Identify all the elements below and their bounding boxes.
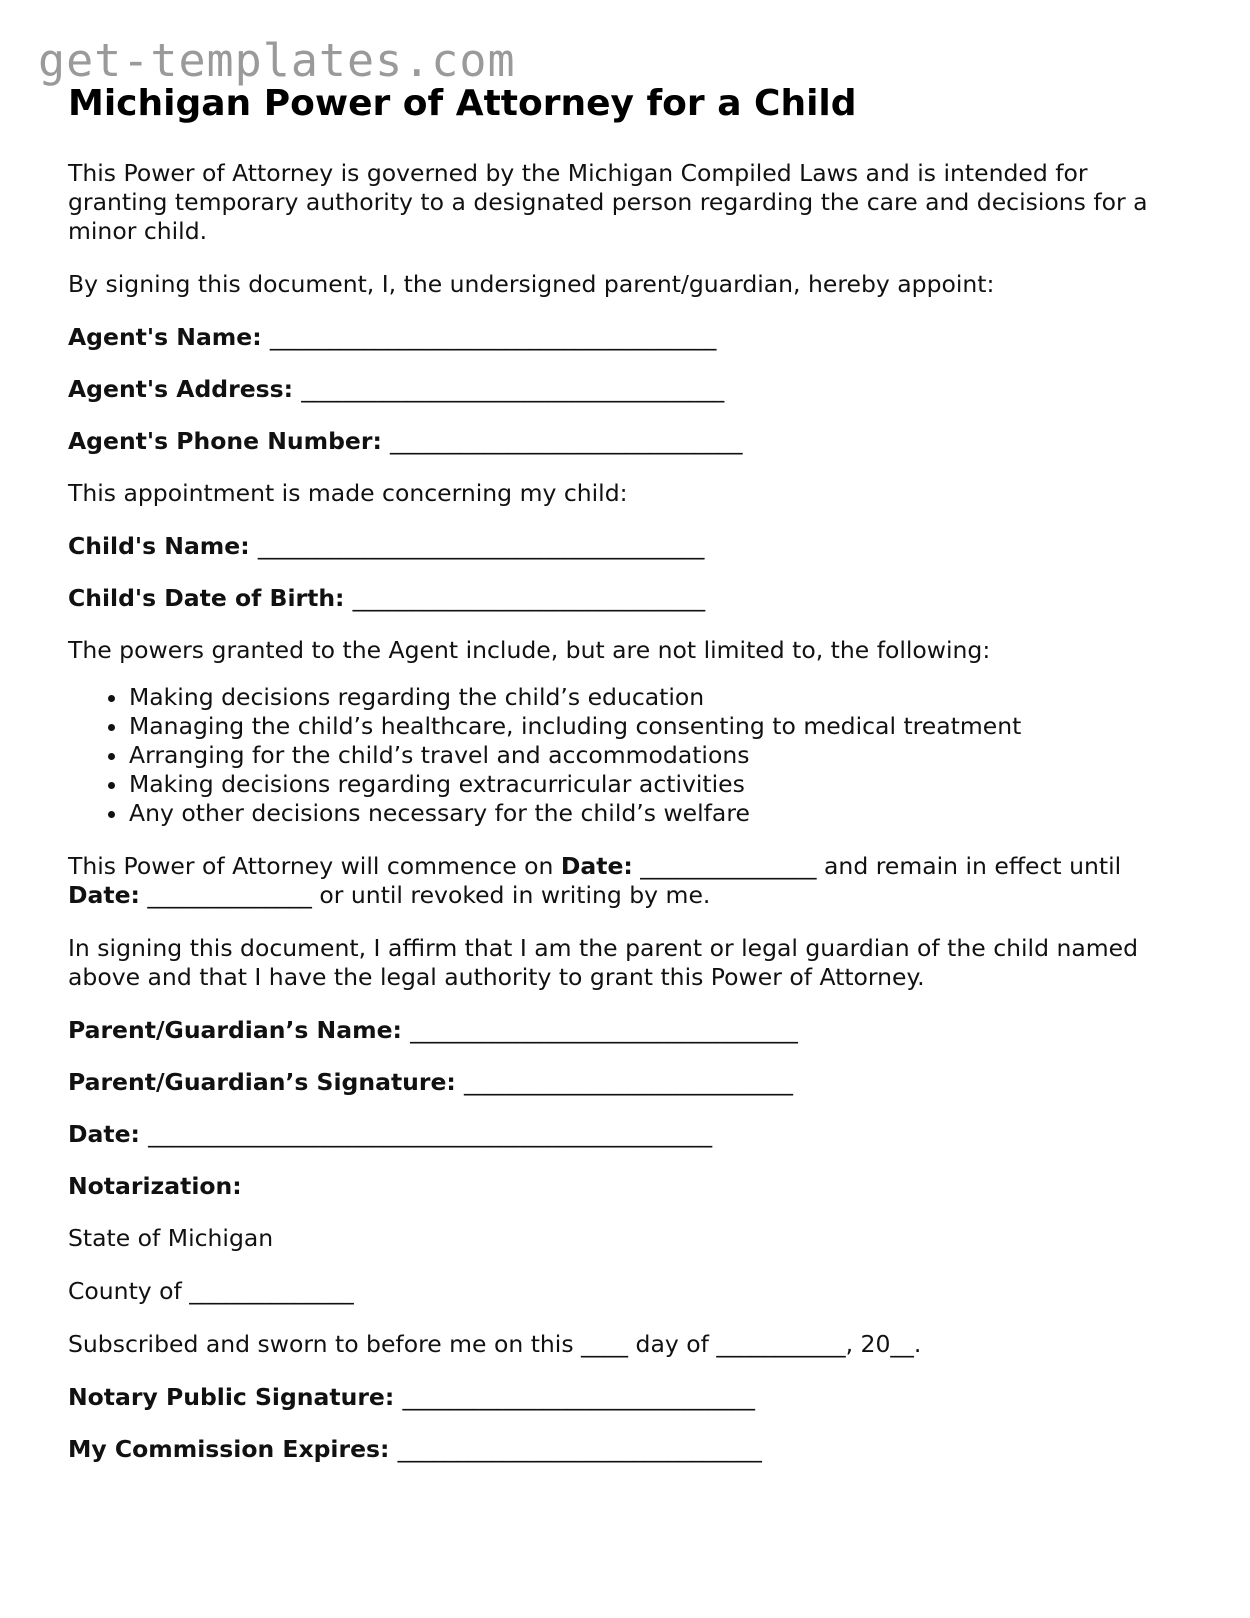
term-text: or until revoked in writing by me. — [319, 881, 711, 910]
appoint-paragraph: By signing this document, I, the undersigned parent/guardian, hereby appoint: — [68, 270, 995, 299]
list-item: • Managing the child’s healthcare, including consenting to medical treatment — [129, 712, 1188, 741]
field-label: My Commission Expires: — [68, 1435, 390, 1464]
date-label: Date: — [560, 852, 633, 881]
field-label: Child's Name: — [68, 532, 250, 561]
powers-list — [68, 683, 1188, 828]
end-date-blank[interactable]: ______________ — [139, 881, 320, 910]
concerning-paragraph: This appointment is made concerning my child: — [68, 479, 628, 508]
field-label: Agent's Name: — [68, 323, 262, 352]
powers-intro: The powers granted to the Agent include, but are not limited to, the following: — [68, 636, 991, 665]
term-text: and remain in effect until — [824, 852, 1122, 881]
watermark: get-templates.com — [38, 34, 516, 87]
field-blank[interactable]: ______________________________________ — [269, 323, 717, 352]
field-blank[interactable]: ______________________________ — [352, 584, 706, 613]
field-label: Notary Public Signature: — [68, 1383, 395, 1412]
document-title: Michigan Power of Attorney for a Child — [68, 83, 857, 124]
child-dob-field — [68, 584, 1188, 613]
field-blank[interactable]: ____________________________ — [464, 1068, 794, 1097]
parent-date-field — [68, 1120, 1188, 1149]
intro-paragraph: This Power of Attorney is governed by the Michigan Compiled Laws and is intended for granting temporary authority to a designated person regarding the care and decisions for a minor child. — [68, 159, 1148, 246]
term-paragraph — [68, 852, 1188, 910]
list-item: • Making decisions regarding extracurricular activities — [129, 770, 1188, 799]
field-label: Agent's Address: — [68, 375, 294, 404]
notary-signature-field — [68, 1383, 1188, 1412]
agent-name-field — [68, 323, 1188, 352]
list-item: • Making decisions regarding the child’s education — [129, 683, 1188, 712]
document — [68, 82, 1188, 1487]
term-text: This Power of Attorney will commence on — [68, 852, 561, 881]
county-line: County of ______________ — [68, 1277, 354, 1306]
field-blank[interactable]: ______________________________ — [390, 427, 743, 456]
field-label: Agent's Phone Number: — [68, 427, 382, 456]
child-name-field — [68, 532, 1188, 561]
field-label: Child's Date of Birth: — [68, 584, 345, 613]
field-blank[interactable]: _______________________________ — [397, 1435, 762, 1464]
notarization-heading: Notarization: — [68, 1172, 242, 1201]
agent-address-field — [68, 375, 1188, 404]
commission-expires-field — [68, 1435, 1188, 1464]
field-blank[interactable]: ______________________________________ — [257, 532, 705, 561]
commence-date-blank[interactable]: _______________ — [632, 852, 825, 881]
state-line: State of Michigan — [68, 1224, 274, 1253]
field-blank[interactable]: _________________________________ — [410, 1016, 798, 1045]
list-item: • Arranging for the child’s travel and accommodations — [129, 741, 1188, 770]
field-label: Date: — [68, 1120, 140, 1149]
field-blank[interactable]: ________________________________________________ — [148, 1120, 713, 1149]
list-item: • Any other decisions necessary for the child’s welfare — [129, 799, 1188, 828]
agent-phone-field — [68, 427, 1188, 456]
sworn-line: Subscribed and sworn to before me on this ____ day of ___________, 20__. — [68, 1330, 922, 1359]
parent-signature-field — [68, 1068, 1188, 1097]
field-blank[interactable]: ____________________________________ — [301, 375, 725, 404]
field-blank[interactable]: ______________________________ — [402, 1383, 755, 1412]
parent-name-field — [68, 1016, 1188, 1045]
field-label: Parent/Guardian’s Signature: — [68, 1068, 456, 1097]
field-label: Parent/Guardian’s Name: — [68, 1016, 402, 1045]
date-label: Date: — [68, 881, 140, 910]
affirm-paragraph: In signing this document, I affirm that I am the parent or legal guardian of the child named above and that I have the legal authority to grant this Power of Attorney. — [68, 934, 1139, 992]
